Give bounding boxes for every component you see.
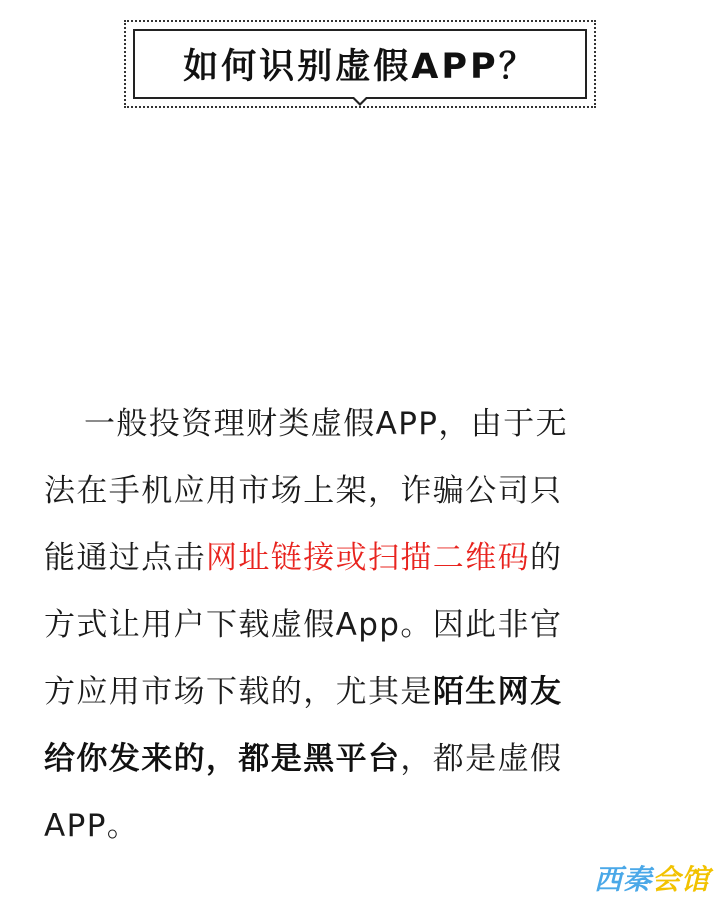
article-line-5: [44, 659, 680, 726]
article-body: [44, 391, 680, 860]
watermark-logo: [594, 858, 710, 898]
article-line-3-end: 的: [530, 540, 563, 576]
article-line-3-start: 能通过点击: [44, 540, 206, 576]
watermark-part-1: 西秦: [593, 863, 652, 896]
highlight-link-text: 网址链接或扫描二维码: [206, 540, 530, 576]
article-line-7: APP。: [44, 808, 140, 844]
bold-phrase-2: 给你发来的，都是黑平台: [44, 741, 401, 777]
article-line-4: 方式让用户下载虚假App。因此非官: [44, 607, 563, 643]
bold-phrase-1: 陌生网友: [432, 674, 563, 710]
article-line-3: [44, 525, 680, 592]
page-title: 如何识别虚假APP？: [183, 47, 537, 87]
article-line-6: [44, 726, 680, 793]
title-pointer-fill: [354, 97, 366, 103]
title-frame: [133, 29, 587, 99]
watermark-part-2: 会馆: [651, 863, 710, 896]
article-line-1: 一般投资理财类虚假APP，由于无: [84, 406, 568, 442]
article-line-5-start: 方应用市场下载的，尤其是: [44, 674, 433, 710]
article-line-6-end: ，都是虚假: [400, 741, 563, 777]
article-line-2: 法在手机应用市场上架，诈骗公司只: [44, 473, 563, 509]
